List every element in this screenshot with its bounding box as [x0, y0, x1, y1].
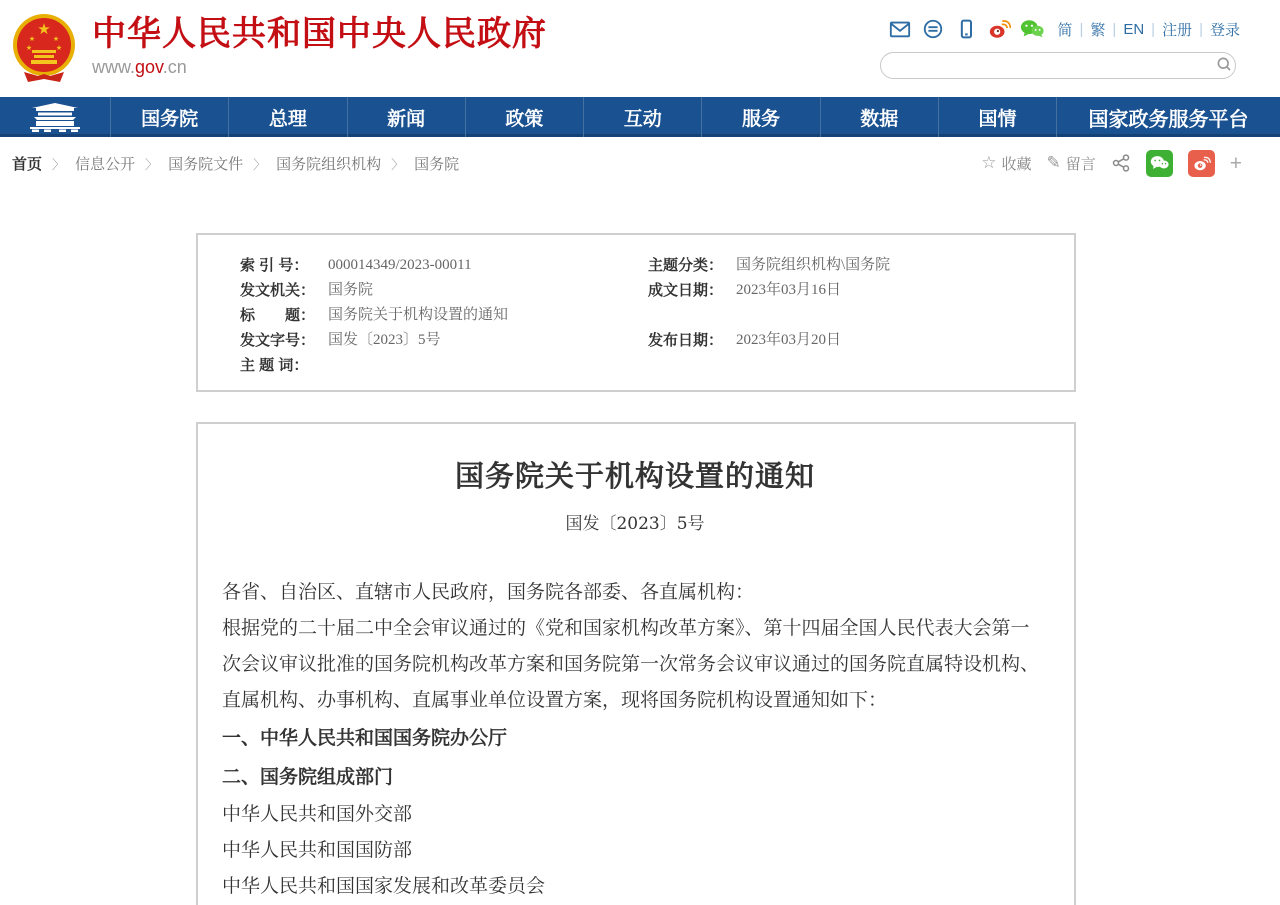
mail-icon[interactable] [888, 17, 912, 41]
search-input[interactable] [880, 52, 1236, 79]
breadcrumb-separator: 〉 [391, 156, 405, 172]
meta-label [648, 303, 730, 328]
meta-value: 2023年03月20日 [736, 332, 842, 348]
breadcrumb-organization[interactable]: 国务院组织机构 [276, 156, 382, 173]
tiananmen-icon [24, 102, 86, 132]
header-tools [880, 16, 1240, 79]
svg-text:★: ★ [28, 36, 36, 43]
link-simplified[interactable]: 简 [1057, 21, 1073, 39]
nav-item-interaction[interactable]: 互动 [583, 97, 701, 137]
meta-row-document-number [240, 328, 648, 353]
meta-row-keywords [240, 353, 648, 378]
meta-value: 国务院 [328, 282, 374, 298]
document-department-item: 中华人民共和国国防部 [222, 839, 413, 861]
star-icon: ☆ [981, 153, 997, 172]
magnifier-icon [1215, 55, 1233, 73]
svg-text:★: ★ [25, 45, 33, 52]
link-separator: | [1079, 20, 1084, 38]
pencil-icon: ✎ [1046, 153, 1061, 172]
breadcrumb-state-council[interactable]: 国务院 [414, 156, 460, 173]
nav-item-gov-service-platform[interactable]: 国家政务服务平台 [1056, 97, 1280, 137]
weibo-share-button[interactable] [1188, 150, 1215, 177]
meta-row-empty [648, 303, 1054, 328]
meta-value: 2023年03月16日 [736, 282, 842, 298]
meta-label: 主 题 词： [240, 357, 309, 374]
link-separator: | [1199, 20, 1203, 38]
site-header [0, 0, 1280, 97]
svg-text:★: ★ [55, 45, 63, 52]
nav-home-button[interactable] [0, 97, 110, 137]
comment-icon[interactable] [921, 17, 945, 41]
meta-value: 国发〔2023〕5号 [328, 332, 441, 348]
nav-item-services[interactable]: 服务 [701, 97, 819, 137]
site-url-www: www. [92, 57, 136, 78]
weibo-icon[interactable] [987, 17, 1011, 41]
weibo-icon [1192, 155, 1211, 172]
site-url [92, 57, 547, 78]
meta-row-title [240, 303, 648, 328]
meta-row-topic-category [648, 253, 1054, 278]
nav-item-news[interactable]: 新闻 [347, 97, 465, 137]
meta-row-written-date [648, 278, 1054, 303]
link-separator: | [1151, 20, 1156, 38]
wechat-icon[interactable] [1020, 17, 1044, 41]
meta-row-publish-date [648, 328, 1054, 353]
site-url-cn: .cn [162, 57, 187, 78]
more-share-button[interactable]: + [1229, 151, 1242, 175]
nav-item-data[interactable]: 数据 [820, 97, 938, 137]
document-number: 国发〔2023〕5号 [565, 514, 705, 534]
breadcrumb-home[interactable]: 首页 [12, 155, 43, 173]
meta-label: 成文日期： [648, 282, 724, 299]
breadcrumb [12, 153, 459, 174]
link-traditional[interactable]: 繁 [1090, 21, 1106, 39]
meta-value: 国务院组织机构\国务院 [736, 257, 891, 273]
meta-label: 标 题： [240, 307, 316, 324]
link-english[interactable]: EN [1123, 20, 1145, 38]
document-section-heading: 二、国务院组成部门 [222, 767, 394, 788]
national-emblem-icon [10, 12, 78, 84]
breadcrumb-separator: 〉 [253, 156, 267, 172]
meta-label: 主题分类： [648, 257, 724, 274]
document-title: 国务院关于机构设置的通知 [454, 459, 815, 493]
comment-button[interactable] [1046, 153, 1095, 174]
favorite-label: 收藏 [1001, 155, 1032, 173]
nav-item-premier[interactable]: 总理 [228, 97, 346, 137]
mobile-icon[interactable] [954, 17, 978, 41]
meta-value: 000014349/2023-00011 [328, 257, 472, 273]
document-paragraph: 根据党的二十届二中全会审议通过的《党和国家机构改革方案》、第十四届全国人民代表大会第一次会议审议批准的国务院机构改革方案和国务院第一次常务会议审议通过的国务院直属特设机构、直属机构、办事机构、直属事业单位设置方案，现将国务院机构设置通知如下： [222, 617, 1040, 711]
site-logo[interactable] [10, 12, 547, 84]
nav-item-state-council[interactable]: 国务院 [110, 97, 228, 137]
meta-row-index-number [240, 253, 648, 278]
link-separator: | [1112, 20, 1117, 38]
header-links [1057, 19, 1240, 40]
main-nav [0, 97, 1280, 137]
wechat-icon [1150, 155, 1169, 171]
meta-left-column [240, 253, 648, 378]
site-url-gov: gov [135, 57, 163, 78]
document-body [222, 574, 1048, 904]
comment-label: 留言 [1065, 155, 1096, 173]
site-title: 中华人民共和国中央人民政府 [92, 15, 547, 53]
meta-value: 国务院关于机构设置的通知 [328, 307, 509, 323]
link-register[interactable]: 注册 [1162, 21, 1193, 39]
svg-text:★: ★ [52, 36, 60, 43]
link-login[interactable]: 登录 [1209, 21, 1240, 39]
document-department-item: 中华人民共和国外交部 [222, 803, 413, 825]
nav-item-national-conditions[interactable]: 国情 [938, 97, 1056, 137]
document-content-box [196, 422, 1076, 905]
meta-label: 发文机关： [240, 282, 316, 299]
share-icon [1111, 153, 1131, 173]
meta-row-issuing-authority [240, 278, 648, 303]
svg-text:★: ★ [37, 21, 51, 38]
breadcrumb-info-disclosure[interactable]: 信息公开 [75, 156, 136, 173]
favorite-button[interactable] [981, 153, 1031, 174]
meta-right-column [648, 253, 1054, 378]
share-button[interactable] [1111, 153, 1131, 173]
search-button[interactable] [1212, 54, 1236, 77]
document-meta-box [196, 233, 1076, 392]
document-section-heading: 一、中华人民共和国国务院办公厅 [222, 728, 508, 749]
document-paragraph: 各省、自治区、直辖市人民政府，国务院各部委、各直属机构： [222, 581, 755, 603]
breadcrumb-separator: 〉 [145, 156, 159, 172]
breadcrumb-separator: 〉 [52, 156, 66, 172]
breadcrumb-row [0, 137, 1280, 189]
wechat-share-button[interactable] [1146, 150, 1173, 177]
nav-item-policy[interactable]: 政策 [465, 97, 583, 137]
meta-label: 发布日期： [648, 332, 724, 349]
page-actions [981, 150, 1242, 177]
meta-label: 发文字号： [240, 332, 316, 349]
search-bar [880, 52, 1240, 79]
breadcrumb-state-council-documents[interactable]: 国务院文件 [168, 156, 244, 173]
document-department-item: 中华人民共和国国家发展和改革委员会 [222, 875, 546, 897]
meta-label: 索 引 号： [240, 257, 309, 274]
site-title-block [92, 12, 547, 78]
